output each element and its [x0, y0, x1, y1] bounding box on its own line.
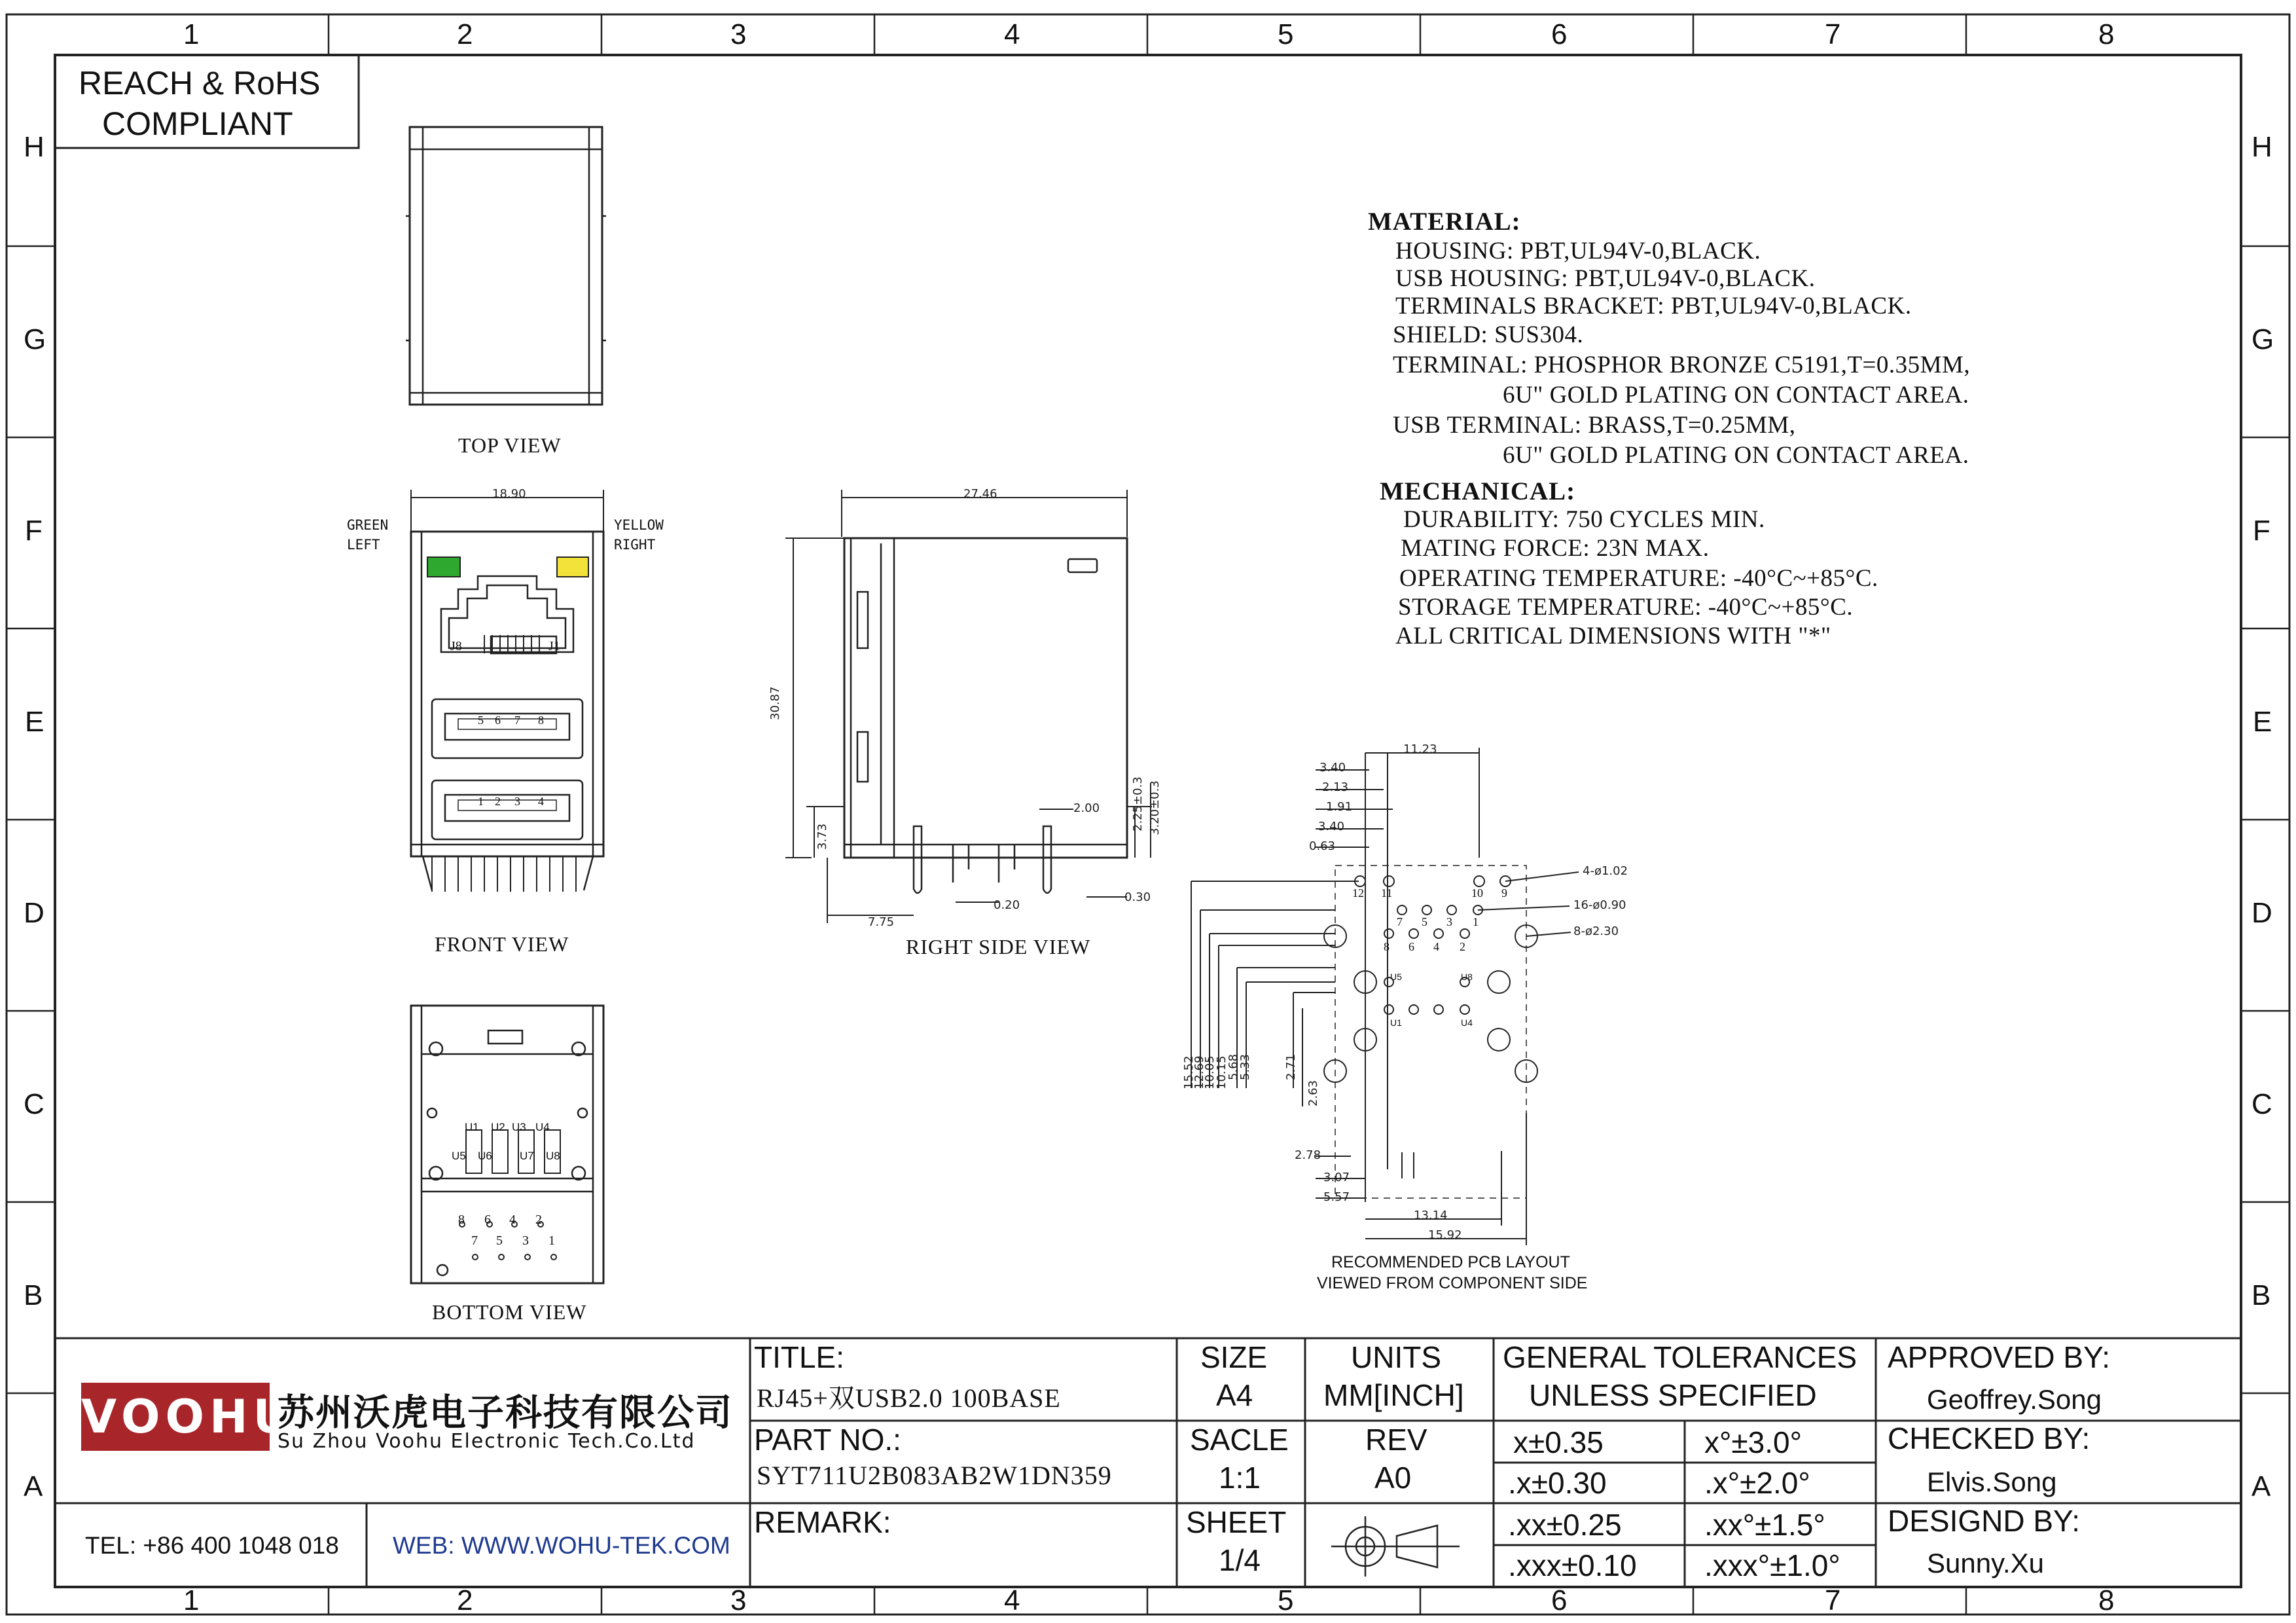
material-line-8: 6U" GOLD PLATING ON CONTACT AREA. — [1503, 442, 1969, 469]
zone-col-4-bottom: 4 — [1004, 1584, 1020, 1616]
yellow-led-label-1: YELLOW — [614, 517, 664, 533]
dim-side-775: 7.75 — [868, 915, 895, 929]
green-led-label-2: LEFT — [347, 537, 380, 553]
dim-pcb-left-5: 0.63 — [1309, 839, 1336, 853]
zone-row-a: A — [24, 1470, 43, 1503]
green-led-label-1: GREEN — [347, 517, 389, 533]
zone-col-2: 2 — [457, 18, 473, 50]
zone-row-b: B — [24, 1279, 43, 1311]
bottom-view-caption: BOTTOM VIEW — [432, 1300, 587, 1324]
company-name-en: Su Zhou Voohu Electronic Tech.Co.Ltd — [278, 1430, 696, 1453]
bottom-pin-4: 4 — [509, 1213, 516, 1227]
top-view-caption: TOP VIEW — [458, 433, 562, 457]
dim-side-373: 3.73 — [816, 823, 829, 850]
tol-angle-3: .xxx°±1.0° — [1704, 1548, 1840, 1582]
usb-top-pin-5: 5 — [478, 714, 484, 727]
designed-value: Sunny.Xu — [1927, 1548, 2045, 1578]
checked-value: Elvis.Song — [1927, 1467, 2057, 1497]
dim-pcb-v-2: 12.69 — [1193, 1055, 1206, 1089]
tol-linear-3: .xxx±0.10 — [1508, 1548, 1637, 1582]
bottom-pin-6: 6 — [484, 1213, 491, 1227]
zone-col-8-bottom: 8 — [2098, 1584, 2115, 1616]
zone-col-1: 1 — [183, 18, 200, 50]
units-value: MM[INCH] — [1323, 1378, 1464, 1412]
sheet-label: SHEET — [1186, 1505, 1287, 1539]
right-view-caption: RIGHT SIDE VIEW — [906, 935, 1091, 958]
zone-col-7: 7 — [1825, 18, 1841, 50]
checked-label: CHECKED BY: — [1888, 1421, 2090, 1455]
zone-row-h-right: H — [2251, 131, 2272, 163]
bottom-u1: U1 — [465, 1121, 479, 1133]
units-label: UNITS — [1351, 1340, 1441, 1374]
tol-linear-2: .xx±0.25 — [1508, 1508, 1622, 1542]
dim-pcb-v-5: 5.68 — [1227, 1053, 1240, 1080]
zone-row-f: F — [25, 515, 43, 547]
bottom-pin-2: 2 — [535, 1213, 542, 1227]
rev-value: A0 — [1374, 1461, 1412, 1495]
bottom-u2: U2 — [491, 1121, 505, 1133]
zone-row-d-right: D — [2251, 897, 2272, 929]
material-line-2: USB HOUSING: PBT,UL94V-0,BLACK. — [1395, 265, 1816, 292]
pcb-pin-11: 11 — [1381, 886, 1393, 900]
tol-angle-0: x°±3.0° — [1704, 1425, 1802, 1459]
dim-pcb-left-4: 3.40 — [1318, 820, 1345, 833]
zone-row-g: G — [24, 323, 46, 356]
pcb-pin-4: 4 — [1433, 940, 1439, 953]
pcb-u4: U4 — [1461, 1017, 1473, 1028]
pcb-pin-10: 10 — [1471, 886, 1483, 900]
material-line-3: TERMINALS BRACKET: PBT,UL94V-0,BLACK. — [1395, 293, 1912, 319]
usb-bottom-pin-4: 4 — [538, 795, 544, 808]
approved-label: APPROVED BY: — [1888, 1340, 2111, 1374]
pcb-pin-7: 7 — [1397, 915, 1403, 928]
pcb-pin-5: 5 — [1422, 915, 1427, 928]
usb-bottom-pin-1: 1 — [478, 795, 484, 808]
sheet-value: 1/4 — [1219, 1543, 1261, 1577]
company-name-cn: 苏州沃虎电子科技有限公司 — [278, 1392, 733, 1434]
tol-linear-0: x±0.35 — [1513, 1425, 1604, 1459]
scale-value: 1:1 — [1219, 1461, 1261, 1495]
front-view-drawing — [411, 490, 603, 892]
right-side-view-drawing — [785, 490, 1152, 923]
pcb-caption-line1: RECOMMENDED PCB LAYOUT — [1331, 1253, 1570, 1271]
bottom-u5: U5 — [452, 1150, 466, 1162]
zone-col-1-bottom: 1 — [183, 1584, 200, 1616]
hole-spec-2: 16-ø0.90 — [1573, 898, 1626, 912]
rj45-j8-label: J8 — [450, 639, 462, 653]
dim-pcb-v-3: 10.05 — [1203, 1055, 1217, 1089]
designed-label: DESIGND BY: — [1888, 1504, 2080, 1538]
dim-side-200: 2.00 — [1073, 801, 1100, 815]
tol-linear-1: .x±0.30 — [1508, 1466, 1607, 1500]
zone-col-6-bottom: 6 — [1551, 1584, 1568, 1616]
dim-pcb-left-3: 1.91 — [1326, 800, 1353, 814]
mechanical-line-2: MATING FORCE: 23N MAX. — [1401, 535, 1710, 562]
pcb-u5: U5 — [1390, 972, 1402, 982]
pcb-layout-drawing — [1191, 748, 1579, 1245]
zone-row-c: C — [24, 1088, 45, 1120]
pcb-pin-6: 6 — [1408, 940, 1414, 953]
bottom-u8: U8 — [546, 1150, 560, 1162]
zone-col-5-bottom: 5 — [1278, 1584, 1294, 1616]
size-label: SIZE — [1200, 1340, 1268, 1374]
mechanical-line-3: OPERATING TEMPERATURE: -40°C~+85°C. — [1399, 565, 1878, 592]
material-line-5: TERMINAL: PHOSPHOR BRONZE C5191,T=0.35MM, — [1393, 352, 1971, 378]
pcb-u1: U1 — [1390, 1017, 1402, 1028]
mechanical-line-5: ALL CRITICAL DIMENSIONS WITH "*" — [1395, 623, 1831, 649]
zone-col-7-bottom: 7 — [1825, 1584, 1841, 1616]
zone-row-f-right: F — [2253, 515, 2270, 547]
company-logo: VOOHU — [81, 1383, 270, 1451]
pcb-pin-9: 9 — [1501, 886, 1507, 900]
material-line-1: HOUSING: PBT,UL94V-0,BLACK. — [1395, 238, 1761, 264]
zone-row-e-right: E — [2253, 706, 2272, 738]
company-web: WEB: WWW.WOHU-TEK.COM — [393, 1532, 730, 1559]
zone-col-5: 5 — [1278, 18, 1294, 50]
pcb-caption-line2: VIEWED FROM COMPONENT SIDE — [1317, 1274, 1588, 1292]
usb-top-pin-8: 8 — [538, 714, 544, 727]
pcb-pin-3: 3 — [1446, 915, 1452, 928]
dim-pcb-top: 11.23 — [1403, 742, 1437, 756]
remark-label: REMARK: — [754, 1505, 891, 1539]
zone-col-6: 6 — [1551, 18, 1568, 50]
usb-top-pin-7: 7 — [514, 714, 520, 727]
dim-pcb-bl-1: 2.78 — [1295, 1148, 1321, 1162]
material-line-6: 6U" GOLD PLATING ON CONTACT AREA. — [1503, 382, 1969, 409]
zone-col-2-bottom: 2 — [457, 1584, 473, 1616]
dim-side-030: 0.30 — [1124, 890, 1151, 904]
yellow-led — [556, 556, 589, 577]
dim-pcb-v-6: 5.33 — [1238, 1053, 1252, 1080]
dim-side-depth: 27.46 — [963, 487, 997, 501]
zone-row-a-right: A — [2251, 1470, 2271, 1503]
dim-front-width: 18.90 — [492, 487, 526, 501]
part-no-value: SYT711U2B083AB2W1DN359 — [757, 1461, 1112, 1490]
pcb-pin-12: 12 — [1352, 886, 1364, 900]
bottom-pin-1: 1 — [548, 1233, 555, 1248]
material-line-4: SHIELD: SUS304. — [1393, 321, 1584, 348]
bottom-u4: U4 — [535, 1121, 550, 1133]
dim-pcb-bl-2: 3.07 — [1323, 1171, 1350, 1184]
dim-side-320: 3.20±0.3 — [1148, 780, 1162, 835]
material-heading: MATERIAL: — [1368, 208, 1521, 236]
zone-row-g-right: G — [2251, 323, 2274, 356]
projection-symbol — [1331, 1516, 1460, 1577]
tol-angle-2: .xx°±1.5° — [1704, 1508, 1825, 1542]
scale-label: SACLE — [1190, 1423, 1289, 1457]
bottom-pin-3: 3 — [522, 1233, 529, 1248]
pcb-pin-2: 2 — [1460, 940, 1465, 953]
dim-pcb-bottom-2: 15.92 — [1428, 1228, 1462, 1242]
bottom-u3: U3 — [512, 1121, 526, 1133]
pcb-pin-1: 1 — [1473, 915, 1479, 928]
part-no-label: PART NO.: — [754, 1423, 901, 1457]
front-view-caption: FRONT VIEW — [435, 932, 569, 956]
zone-row-h: H — [24, 131, 45, 163]
dim-pcb-left-1: 3.40 — [1319, 761, 1346, 775]
dim-side-height: 30.87 — [768, 686, 782, 720]
zone-col-4: 4 — [1004, 18, 1020, 50]
bottom-pin-5: 5 — [496, 1233, 503, 1248]
yellow-led-label-2: RIGHT — [614, 537, 656, 553]
compliance-line1: REACH & RoHS — [79, 65, 321, 101]
dim-pcb-bl-3: 5.57 — [1323, 1190, 1350, 1204]
zone-row-b-right: B — [2251, 1279, 2271, 1311]
green-led — [427, 556, 461, 577]
compliance-line2: COMPLIANT — [102, 105, 293, 142]
material-line-7: USB TERMINAL: BRASS,T=0.25MM, — [1393, 412, 1796, 439]
hole-spec-3: 8-ø2.30 — [1573, 924, 1619, 938]
zone-col-8: 8 — [2098, 18, 2115, 50]
bottom-pin-8: 8 — [458, 1213, 465, 1227]
size-value: A4 — [1216, 1378, 1253, 1412]
dim-pcb-v-4: 10.15 — [1215, 1055, 1229, 1089]
approved-value: Geoffrey.Song — [1927, 1384, 2102, 1415]
tol-angle-1: .x°±2.0° — [1704, 1466, 1810, 1500]
title-label: TITLE: — [754, 1340, 845, 1374]
zone-row-d: D — [24, 897, 45, 929]
usb-bottom-pin-2: 2 — [495, 795, 501, 808]
pcb-u8: U8 — [1461, 972, 1473, 982]
bottom-pin-7: 7 — [471, 1233, 478, 1248]
pcb-pin-8: 8 — [1384, 940, 1390, 953]
zone-row-c-right: C — [2251, 1088, 2272, 1120]
dim-pcb-bottom-1: 13.14 — [1414, 1209, 1448, 1222]
title-block-lines — [55, 1338, 2241, 1587]
rev-label: REV — [1365, 1423, 1427, 1457]
bottom-u6: U6 — [478, 1150, 492, 1162]
usb-top-pin-6: 6 — [495, 714, 501, 727]
dim-side-020: 0.20 — [994, 898, 1020, 912]
top-view-drawing — [406, 127, 606, 405]
zone-col-3: 3 — [730, 18, 747, 50]
rj45-j1-label: J1 — [548, 639, 560, 653]
dim-side-225: 2.25±0.3 — [1131, 776, 1145, 831]
zone-row-e: E — [25, 706, 45, 738]
tolerance-header-1: GENERAL TOLERANCES — [1503, 1340, 1857, 1374]
mechanical-line-4: STORAGE TEMPERATURE: -40°C~+85°C. — [1398, 594, 1854, 621]
mechanical-line-1: DURABILITY: 750 CYCLES MIN. — [1403, 506, 1765, 533]
zone-col-3-bottom: 3 — [730, 1584, 747, 1616]
bottom-view-drawing — [411, 1006, 603, 1283]
title-value: RJ45+双USB2.0 100BASE — [757, 1383, 1061, 1413]
mechanical-heading: MECHANICAL: — [1380, 477, 1576, 505]
dim-pcb-v-7: 2.71 — [1284, 1053, 1298, 1080]
tolerance-header-2: UNLESS SPECIFIED — [1529, 1378, 1817, 1412]
usb-bottom-pin-3: 3 — [514, 795, 520, 808]
dim-pcb-v-1: 15.52 — [1182, 1055, 1196, 1089]
dim-pcb-v-8: 2.63 — [1306, 1080, 1320, 1106]
bottom-u7: U7 — [520, 1150, 534, 1162]
hole-spec-1: 4-ø1.02 — [1583, 864, 1628, 878]
dim-pcb-left-2: 2.13 — [1322, 780, 1349, 794]
company-tel: TEL: +86 400 1048 018 — [85, 1532, 339, 1559]
